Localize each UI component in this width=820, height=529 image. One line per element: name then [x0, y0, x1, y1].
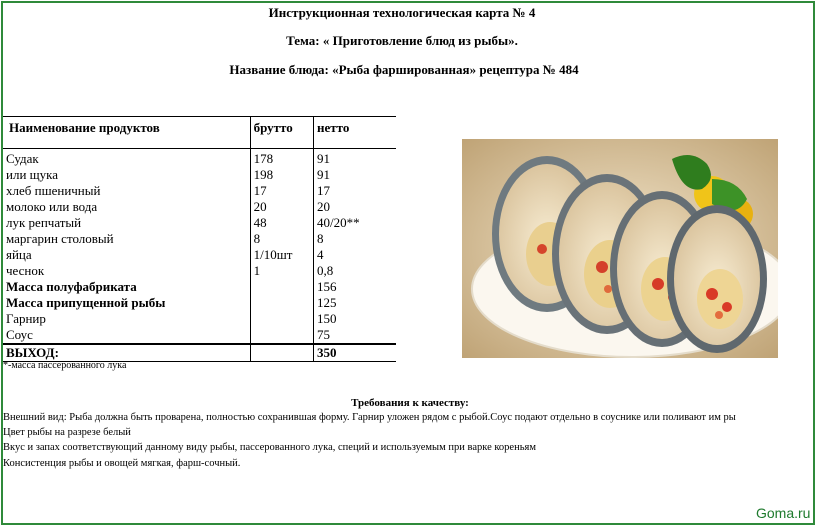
table-row [3, 167, 396, 183]
table-row [3, 215, 396, 231]
table-row [3, 183, 396, 199]
quality-color: Цвет рыбы на разрезе белый [3, 427, 131, 438]
quality-consistency: Консистенция рыбы и овощей мягкая, фарш-сочный. [3, 458, 241, 469]
table-row [3, 279, 396, 295]
stuffed-fish-photo [462, 139, 778, 358]
net-value: 150 [314, 311, 396, 327]
net-value: 91 [314, 167, 396, 183]
col-header-gross: брутто [250, 117, 313, 149]
table-row [3, 263, 396, 279]
net-value: 91 [314, 149, 396, 168]
gross-value: 8 [250, 231, 313, 247]
net-value: 8 [314, 231, 396, 247]
net-value: 0,8 [314, 263, 396, 279]
ingredients-table [3, 116, 396, 362]
total-label: ВЫХОД: [3, 344, 250, 362]
gross-value: 178 [250, 149, 313, 168]
product-name: хлеб пшеничный [6, 183, 101, 198]
total-gross [250, 344, 313, 362]
gross-value: 20 [250, 199, 313, 215]
card-title: Инструкционная технологическая карта № 4 [268, 5, 536, 20]
net-value: 156 [314, 279, 396, 295]
table-header-row [3, 117, 396, 149]
table-row [3, 247, 396, 263]
product-name: яйца [6, 247, 32, 262]
table-row [3, 231, 396, 247]
net-value: 75 [314, 327, 396, 344]
product-name: Соус [6, 327, 33, 342]
dish-name-line: Название блюда: «Рыба фаршированная» рецептура № 484 [229, 62, 579, 77]
total-row [3, 344, 396, 362]
product-name: Масса припущенной рыбы [6, 295, 166, 310]
watermark: Goma.ru [756, 505, 811, 521]
gross-value: 198 [250, 167, 313, 183]
topic-line: Тема: « Приготовление блюд из рыбы». [286, 33, 518, 48]
gross-value [250, 279, 313, 295]
product-name: Масса полуфабриката [6, 279, 137, 294]
gross-value: 1/10шт [250, 247, 313, 263]
gross-value: 48 [250, 215, 313, 231]
table-row [3, 295, 396, 311]
quality-appearance: Внешний вид: Рыба должна быть проварена, полностью сохранившая форму. Гарнир уложен рядом с рыбой.Соус подают отдельно в соуснике или поливают им ры [3, 412, 736, 423]
gross-value [250, 327, 313, 344]
col-header-net: нетто [314, 117, 396, 149]
net-value: 20 [314, 199, 396, 215]
product-name: чеснок [6, 263, 45, 278]
footnote: *-масса пассерованного лука [3, 360, 127, 371]
col-header-product: Наименование продуктов [3, 117, 250, 149]
net-value: 17 [314, 183, 396, 199]
gross-value: 1 [250, 263, 313, 279]
table-row [3, 149, 396, 168]
product-name: Судак [3, 149, 250, 168]
gross-value: 17 [250, 183, 313, 199]
net-value: 125 [314, 295, 396, 311]
quality-title: Требования к качеству: [351, 397, 469, 409]
table-row [3, 327, 396, 344]
quality-taste: Вкус и запах соответствующий данному виду рыбы, пассерованного лука, специй и используемым при варке кореньям [3, 442, 536, 453]
product-name: или щука [6, 167, 59, 182]
gross-value [250, 295, 313, 311]
product-name: лук репчатый [6, 215, 82, 230]
table-row [3, 199, 396, 215]
total-net: 350 [314, 344, 396, 362]
product-name: молоко или вода [6, 199, 98, 214]
product-name: Гарнир [6, 311, 46, 326]
net-value: 4 [314, 247, 396, 263]
product-name: маргарин столовый [6, 231, 114, 246]
table-row [3, 311, 396, 327]
gross-value [250, 311, 313, 327]
net-value: 40/20** [314, 215, 396, 231]
